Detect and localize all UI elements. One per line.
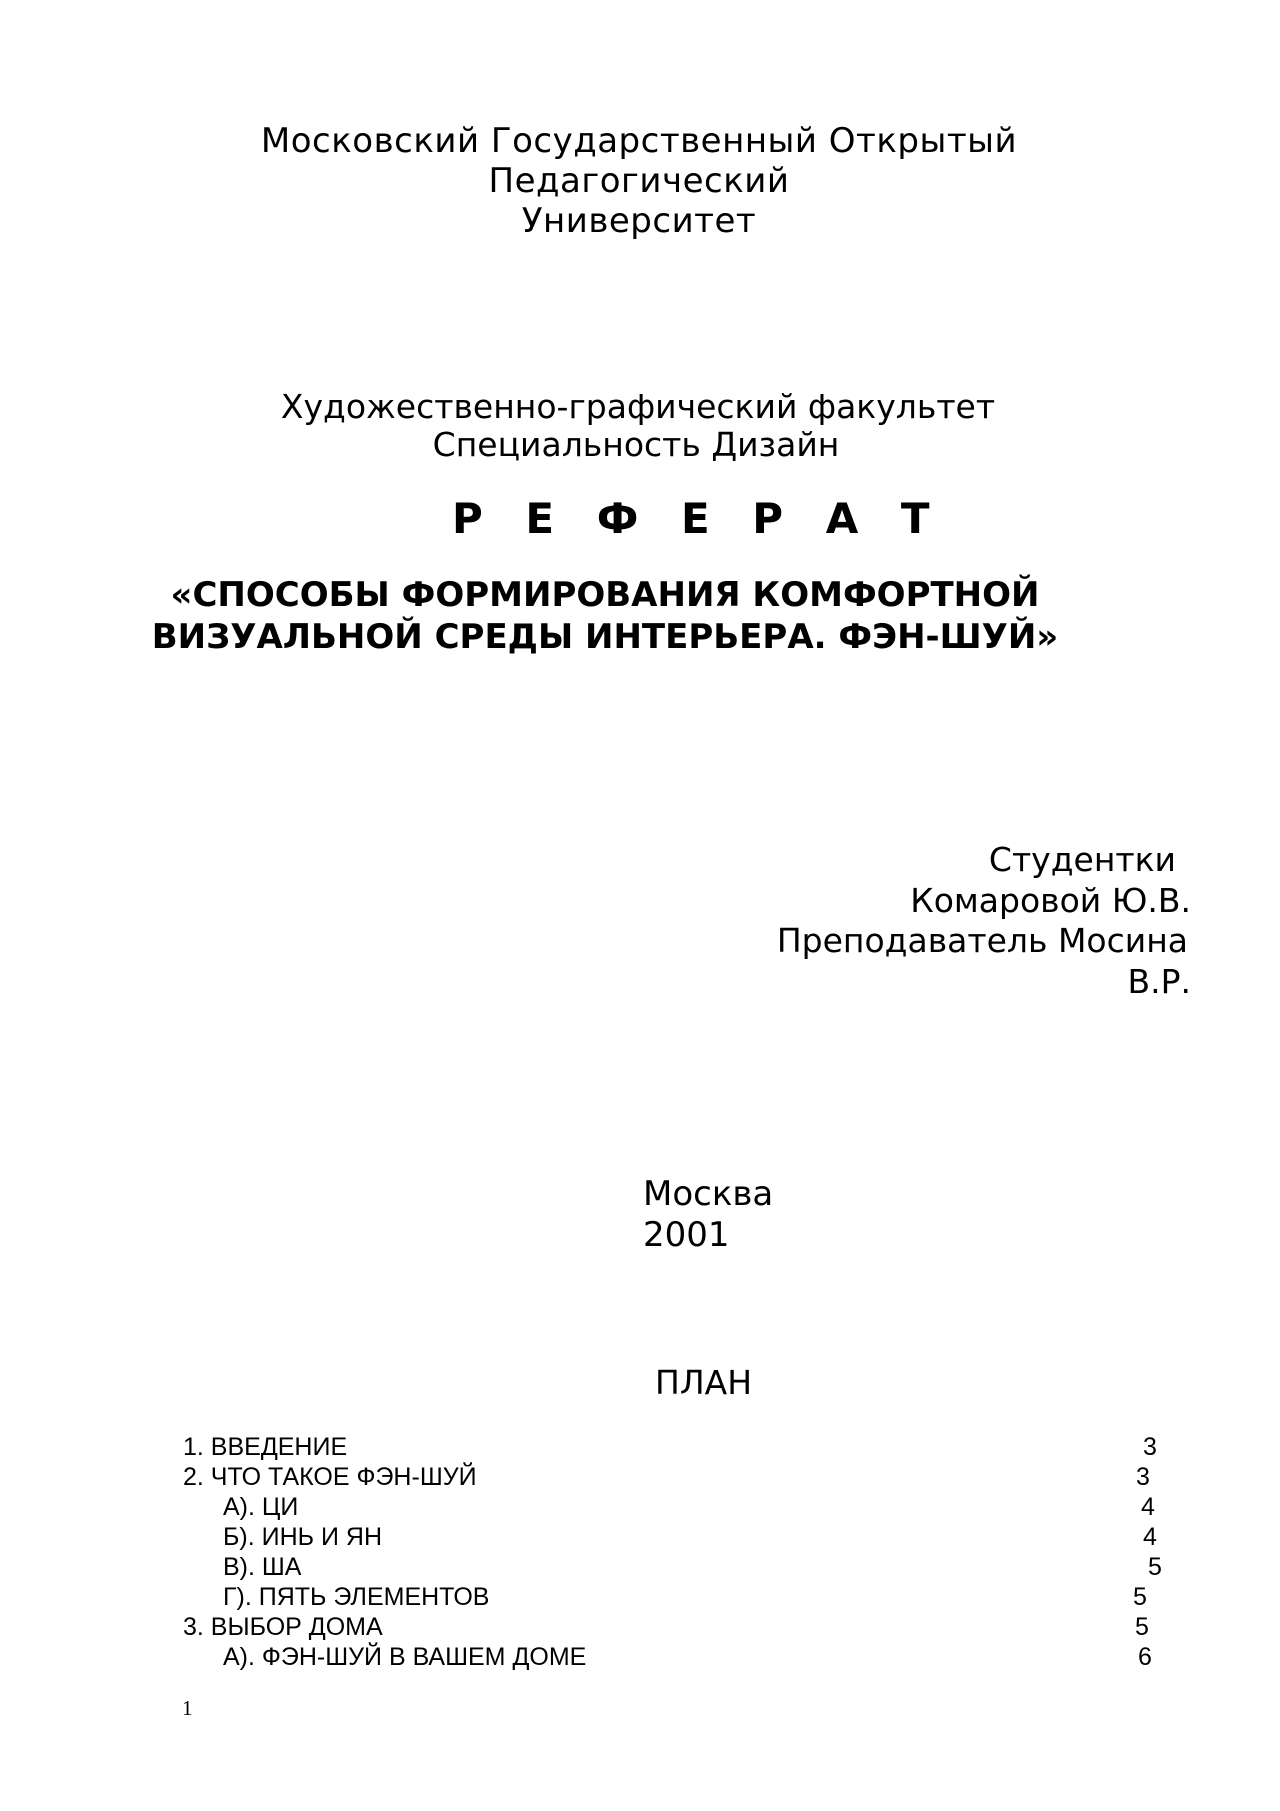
toc-item-label: В). ША <box>223 1553 302 1581</box>
toc-item-label: 2. ЧТО ТАКОЕ ФЭН-ШУЙ <box>183 1463 477 1491</box>
faculty-name: Художественно-графический факультет <box>280 387 996 426</box>
page-number: 1 <box>182 1696 193 1720</box>
document-type-title: Р Е Ф Е Р А Т <box>452 494 944 543</box>
toc-item-page: 5 <box>1148 1553 1162 1581</box>
student-name: Комаровой Ю.В. <box>910 881 1191 920</box>
teacher-label: Преподаватель Мосина <box>776 921 1188 960</box>
toc-item-label: Б). ИНЬ И ЯН <box>223 1523 383 1551</box>
specialty-name: Специальность Дизайн <box>432 425 840 464</box>
toc-item-label: Г). ПЯТЬ ЭЛЕМЕНТОВ <box>223 1583 490 1611</box>
toc-item-page: 4 <box>1143 1523 1157 1551</box>
toc-item-label: А). ЦИ <box>223 1493 299 1521</box>
topic-line1: «СПОСОБЫ ФОРМИРОВАНИЯ КОМФОРТНОЙ <box>170 575 1040 615</box>
student-label: Студентки <box>988 840 1176 879</box>
toc-item-page: 4 <box>1141 1493 1155 1521</box>
toc-item-page: 3 <box>1136 1463 1150 1491</box>
university-name-line2: Педагогический <box>488 161 790 201</box>
publication-year: 2001 <box>643 1215 730 1255</box>
toc-item-label: А). ФЭН-ШУЙ В ВАШЕМ ДОМЕ <box>223 1643 587 1671</box>
university-name-line1: Московский Государственный Открытый <box>260 121 1018 161</box>
toc-item-label: 1. ВВЕДЕНИЕ <box>183 1433 348 1461</box>
city-name: Москва <box>643 1174 774 1214</box>
topic-line2: ВИЗУАЛЬНОЙ СРЕДЫ ИНТЕРЬЕРА. ФЭН-ШУЙ» <box>151 617 1059 657</box>
teacher-initials: В.Р. <box>1127 962 1191 1001</box>
toc-item-page: 5 <box>1133 1583 1147 1611</box>
plan-title: ПЛАН <box>655 1363 753 1402</box>
toc-item-label: 3. ВЫБОР ДОМА <box>183 1613 383 1641</box>
toc-item-page: 3 <box>1143 1433 1157 1461</box>
toc-item-page: 5 <box>1135 1613 1149 1641</box>
university-name-line3: Университет <box>521 201 757 241</box>
toc-item-page: 6 <box>1138 1643 1152 1671</box>
